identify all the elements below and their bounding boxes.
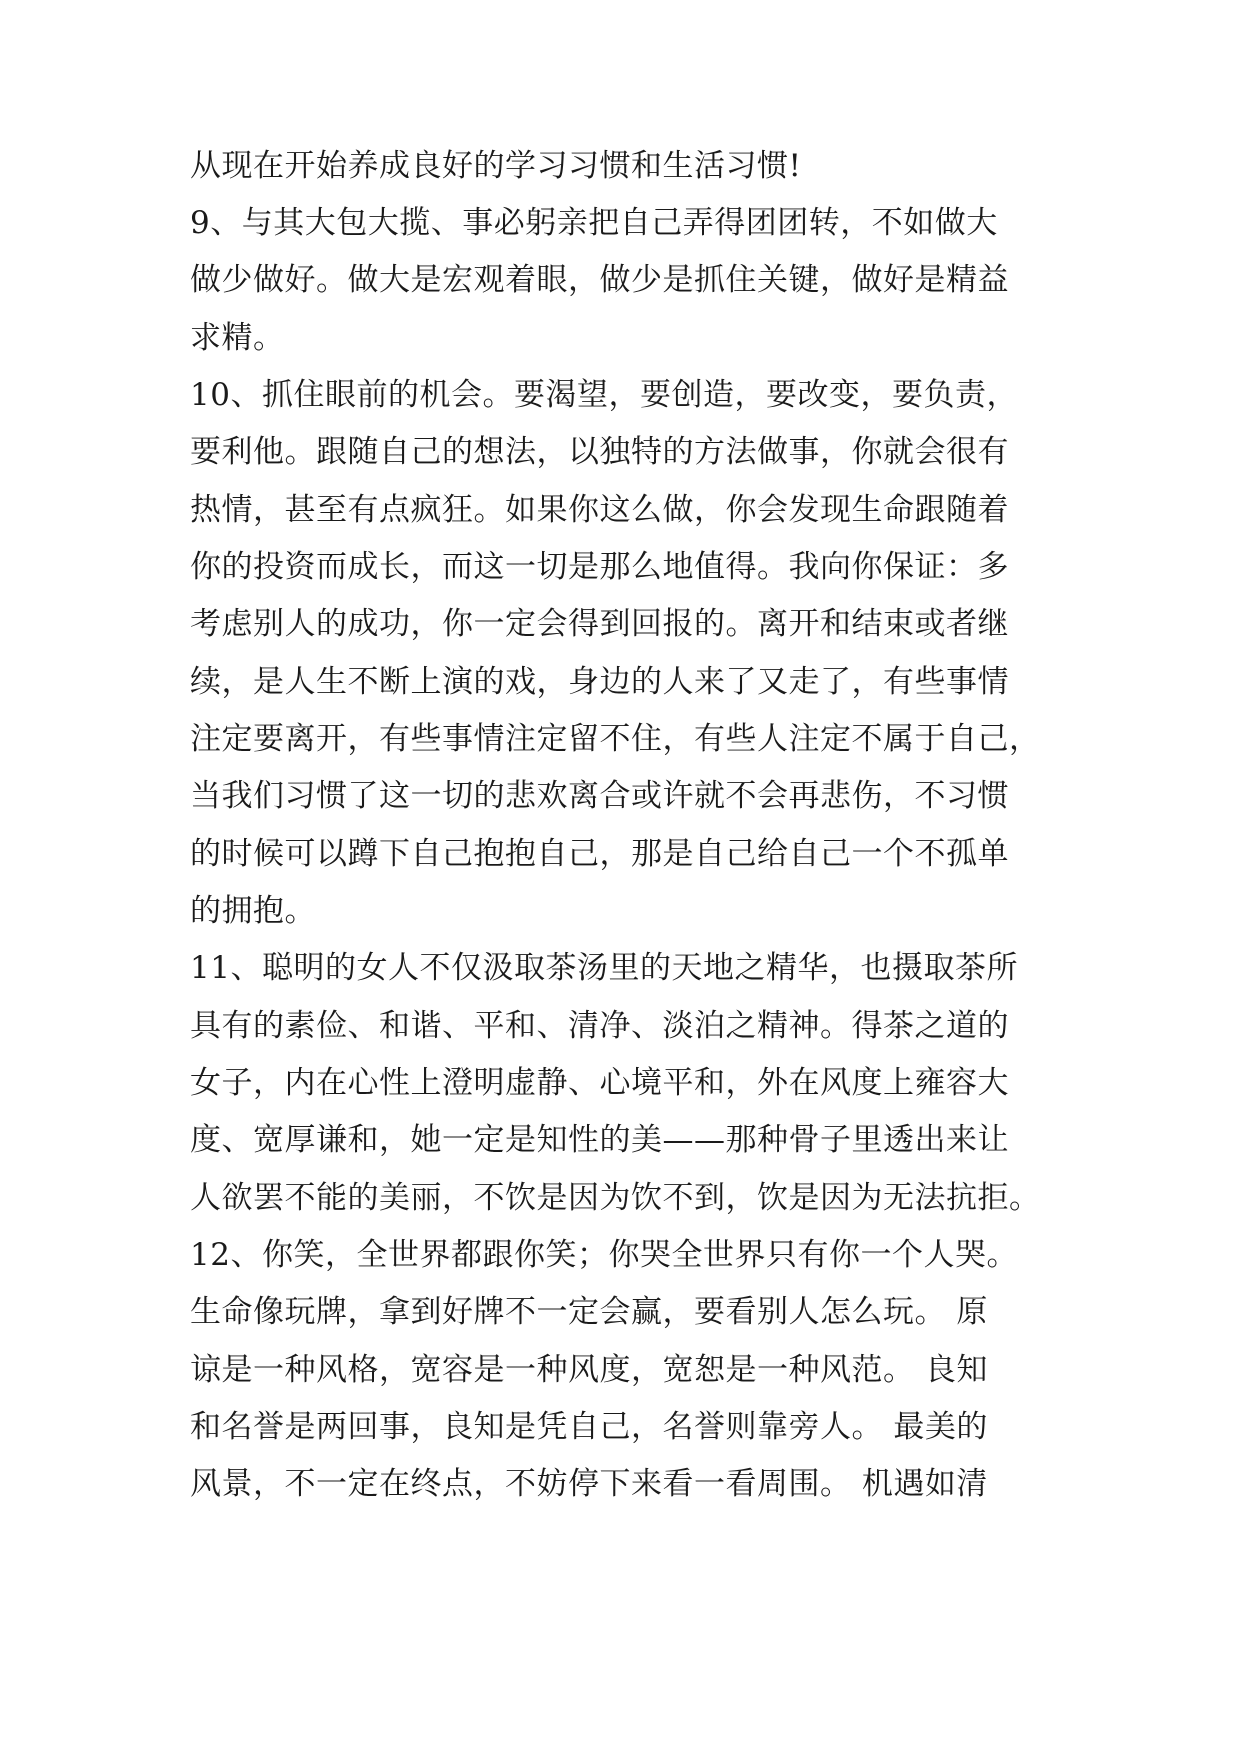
text-line: 风景，不一定在终点，不妨停下来看一看周围。 机遇如清 (190, 1466, 988, 1502)
text-line: 11、聪明的女人不仅汲取茶汤里的天地之精华，也摄取茶所 (190, 950, 1018, 986)
text-line: 要利他。跟随自己的想法，以独特的方法做事，你就会很有 (190, 434, 1009, 470)
text-line: 从现在开始养成良好的学习习惯和生活习惯! (190, 148, 802, 184)
text-line: 9、与其大包大揽、事必躬亲把自己弄得团团转，不如做大 (190, 205, 998, 241)
text-line: 当我们习惯了这一切的悲欢离合或许就不会再悲伤，不习惯 (190, 778, 1009, 814)
text-line: 续，是人生不断上演的戏，身边的人来了又走了，有些事情 (190, 664, 1009, 700)
text-line: 具有的素俭、和谐、平和、清净、淡泊之精神。得茶之道的 (190, 1008, 1009, 1044)
text-line: 的时候可以蹲下自己抱抱自己，那是自己给自己一个不孤单 (190, 836, 1009, 872)
text-line: 热情，甚至有点疯狂。如果你这么做，你会发现生命跟随着 (190, 492, 1009, 528)
text-line: 和名誉是两回事，良知是凭自己，名誉则靠旁人。 最美的 (190, 1409, 988, 1445)
text-line: 你的投资而成长，而这一切是那么地值得。我向你保证：多 (190, 549, 1009, 585)
text-line: 生命像玩牌，拿到好牌不一定会赢，要看别人怎么玩。 原 (190, 1294, 988, 1330)
text-line: 求精。 (190, 320, 285, 356)
text-line: 人欲罢不能的美丽，不饮是因为饮不到，饮是因为无法抗拒。 (190, 1180, 1041, 1216)
text-line: 12、你笑，全世界都跟你笑；你哭全世界只有你一个人哭。 (190, 1237, 1018, 1273)
text-line: 女子，内在心性上澄明虚静、心境平和，外在风度上雍容大 (190, 1065, 1009, 1101)
text-line: 考虑别人的成功，你一定会得到回报的。离开和结束或者继 (190, 606, 1009, 642)
text-line: 做少做好。做大是宏观着眼，做少是抓住关键，做好是精益 (190, 262, 1009, 298)
text-line: 注定要离开，有些事情注定留不住，有些人注定不属于自己， (190, 721, 1041, 757)
text-line: 度、宽厚谦和，她一定是知性的美——那种骨子里透出来让 (190, 1122, 1009, 1158)
text-line: 10、抓住眼前的机会。要渴望，要创造，要改变，要负责， (190, 377, 1018, 413)
text-line: 的拥抱。 (190, 893, 316, 929)
text-line: 谅是一种风格，宽容是一种风度，宽恕是一种风范。 良知 (190, 1352, 988, 1388)
